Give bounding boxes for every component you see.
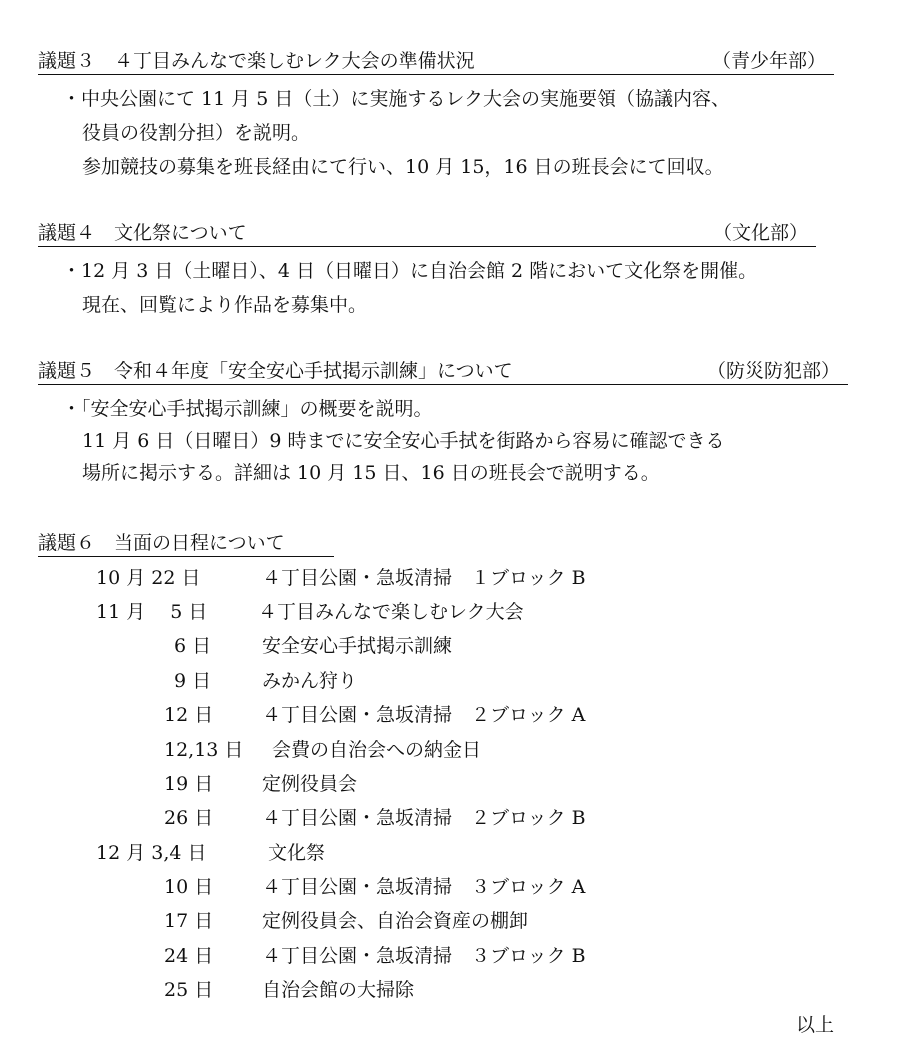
agenda-3-title: 議題３ ４丁目みんなで楽しむレク大会の準備状況 [38,50,475,72]
schedule-event: ４丁目公園・急坂清掃 ３ブロック A [262,876,586,898]
agenda-3-line-2: 役員の役割分担）を説明。 [82,122,311,144]
agenda-4-title: 議題４ 文化祭について [38,222,247,244]
schedule-event: ４丁目公園・急坂清掃 ２ブロック B [262,807,586,829]
schedule-date: 26 日 [164,807,214,829]
agenda-4-heading [38,220,816,247]
schedule-date: 10 日 [164,876,214,898]
agenda-5-heading [38,358,848,385]
schedule-date: 17 日 [164,910,214,932]
agenda-3-department: （青少年部） [711,50,826,72]
agenda-3-line-3: 参加競技の募集を班長経由にて行い、10 月 15，16 日の班長会にて回収。 [82,156,724,178]
schedule-event: みかん狩り [262,670,358,692]
agenda-4-department: （文化部） [712,222,808,244]
agenda-4-line-2: 現在、回覧により作品を募集中。 [82,294,368,316]
schedule-date: 12 日 [164,704,214,726]
schedule-event: 会費の自治会への納金日 [272,739,482,761]
schedule-event: ４丁目みんなで楽しむレク大会 [258,601,524,623]
agenda-6-title: 議題６ 当面の日程について [38,532,285,554]
schedule-event: ４丁目公園・急坂清掃 １ブロック B [262,567,586,589]
schedule-date: 10 月 22 日 [96,567,201,589]
schedule-event: ４丁目公園・急坂清掃 ２ブロック A [262,704,586,726]
schedule-date: 12 月 3,4 日 [96,842,207,864]
closing-text: 以上 [796,1014,835,1036]
agenda-4-line-1: ・12 月 3 日（土曜日）、4 日（日曜日）に自治会館 2 階において文化祭を開催。 [62,260,758,282]
schedule-event: 自治会館の大掃除 [262,979,415,1001]
schedule-date: 19 日 [164,773,214,795]
agenda-6-heading [38,530,334,557]
schedule-event: ４丁目公園・急坂清掃 ３ブロック B [262,945,586,967]
schedule-event: 安全安心手拭掲示訓練 [262,635,453,657]
schedule-event: 文化祭 [268,842,326,864]
schedule-date: 11 月 5 日 [96,601,208,623]
agenda-5-line-3: 場所に掲示する。詳細は 10 月 15 日、16 日の班長会で説明する。 [82,462,660,484]
agenda-5-title: 議題５ 令和４年度「安全安心手拭掲示訓練」について [38,360,513,382]
schedule-event: 定例役員会 [262,773,358,795]
schedule-event: 定例役員会、自治会資産の棚卸 [262,910,529,932]
agenda-3-heading [38,48,834,75]
agenda-5-line-1: ・「安全安心手拭掲示訓練」の概要を説明。 [62,398,433,420]
schedule-date: 24 日 [164,945,214,967]
schedule-date: 12,13 日 [164,739,244,761]
agenda-5-department: （防災防犯部） [706,360,840,382]
schedule-date: 9 日 [174,670,212,692]
schedule-date: 6 日 [174,635,212,657]
schedule-date: 25 日 [164,979,214,1001]
agenda-5-line-2: 11 月 6 日（日曜日）9 時までに安全安心手拭を街路から容易に確認できる [82,430,725,452]
agenda-3-line-1: ・中央公園にて 11 月 5 日（土）に実施するレク大会の実施要領（協議内容、 [62,88,731,110]
